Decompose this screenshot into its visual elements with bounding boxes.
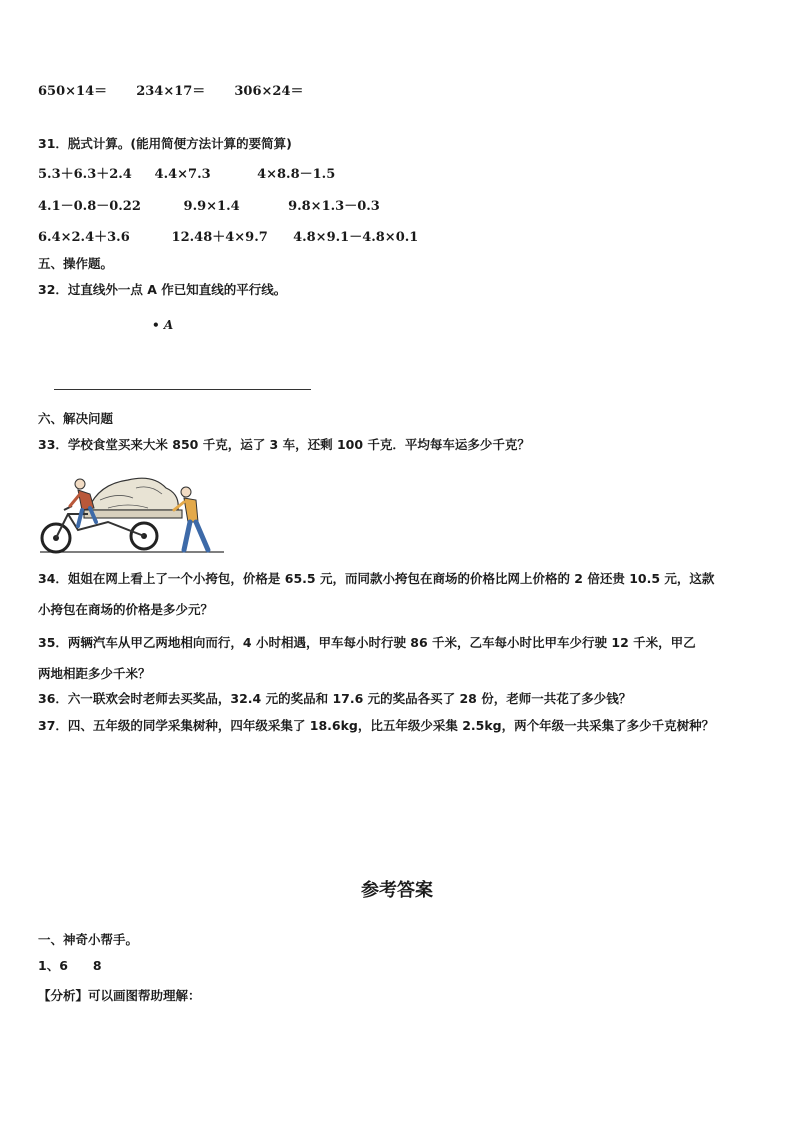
question-35-line2: 两地相距多少千米？: [38, 666, 151, 681]
pusher-head: [181, 487, 191, 497]
calc-expr: 5.3＋6.3＋2.4: [38, 167, 132, 182]
calc-expr: 9.8×1.3－0.3: [288, 199, 380, 214]
calc-expr: 4.4×7.3: [154, 167, 211, 182]
answer-1: 1、6 8: [38, 958, 102, 973]
calc-expr: 4×8.8－1.5: [257, 167, 336, 182]
pusher-shirt: [184, 498, 198, 522]
given-line: [54, 389, 311, 390]
calc-expr: 234×17＝: [136, 84, 206, 99]
section-5-heading: 五、操作题。: [38, 256, 114, 271]
rider-head: [75, 479, 85, 489]
question-37: 37．四、五年级的同学采集树种，四年级采集了 18.6kg，比五年级少采集 2.5kg，两个年级一共采集了多少千克树种？: [38, 718, 715, 733]
pusher-legs: [184, 522, 208, 550]
calc-row-30: [38, 83, 304, 101]
question-34-line1: 34．姐姐在网上看上了一个小挎包，价格是 65.5 元，而同款小挎包在商场的价格比网上价格的 2 倍还贵 10.5 元，这款: [38, 571, 715, 586]
tricycle-rice-illustration: [38, 470, 228, 556]
calc-row: [38, 198, 380, 216]
calc-expr: 4.1－0.8－0.22: [38, 199, 141, 214]
calc-expr: 650×14＝: [38, 84, 108, 99]
section-6-heading: 六、解决问题: [38, 411, 114, 426]
calc-row: [38, 166, 335, 184]
calc-expr: 9.9×1.4: [183, 199, 240, 214]
question-32: 32．过直线外一点 A 作已知直线的平行线。: [38, 282, 287, 297]
question-33: 33．学校食堂买来大米 850 千克，运了 3 车，还剩 100 千克．平均每车运多少千克？: [38, 437, 530, 452]
question-35-line1: 35．两辆汽车从甲乙两地相向而行，4 小时相遇，甲车每小时行驶 86 千米，乙车每小时比甲车少行驶 12 千米，甲乙: [38, 635, 696, 650]
question-36: 36．六一联欢会时老师去买奖品，32.4 元的奖品和 17.6 元的奖品各买了 28 份，老师一共花了多少钱？: [38, 691, 632, 706]
answers-title: 参考答案: [361, 880, 433, 901]
question-31-heading: 31．脱式计算。(能用简便方法计算的要简算): [38, 136, 292, 151]
question-34-line2: 小挎包在商场的价格是多少元？: [38, 602, 214, 617]
calc-expr: 12.48＋4×9.7: [171, 230, 268, 245]
answer-analysis: 【分析】可以画图帮助理解：: [38, 988, 201, 1003]
point-label: A: [163, 318, 174, 332]
answers-section-1: 一、神奇小帮手。: [38, 932, 139, 947]
calc-expr: 6.4×2.4＋3.6: [38, 230, 130, 245]
calc-expr: 4.8×9.1－4.8×0.1: [293, 230, 419, 245]
point-a: [152, 318, 173, 332]
dot-icon: •: [152, 318, 160, 332]
cart-bed: [84, 510, 182, 518]
calc-expr: 306×24＝: [234, 84, 304, 99]
calc-row: [38, 229, 418, 247]
